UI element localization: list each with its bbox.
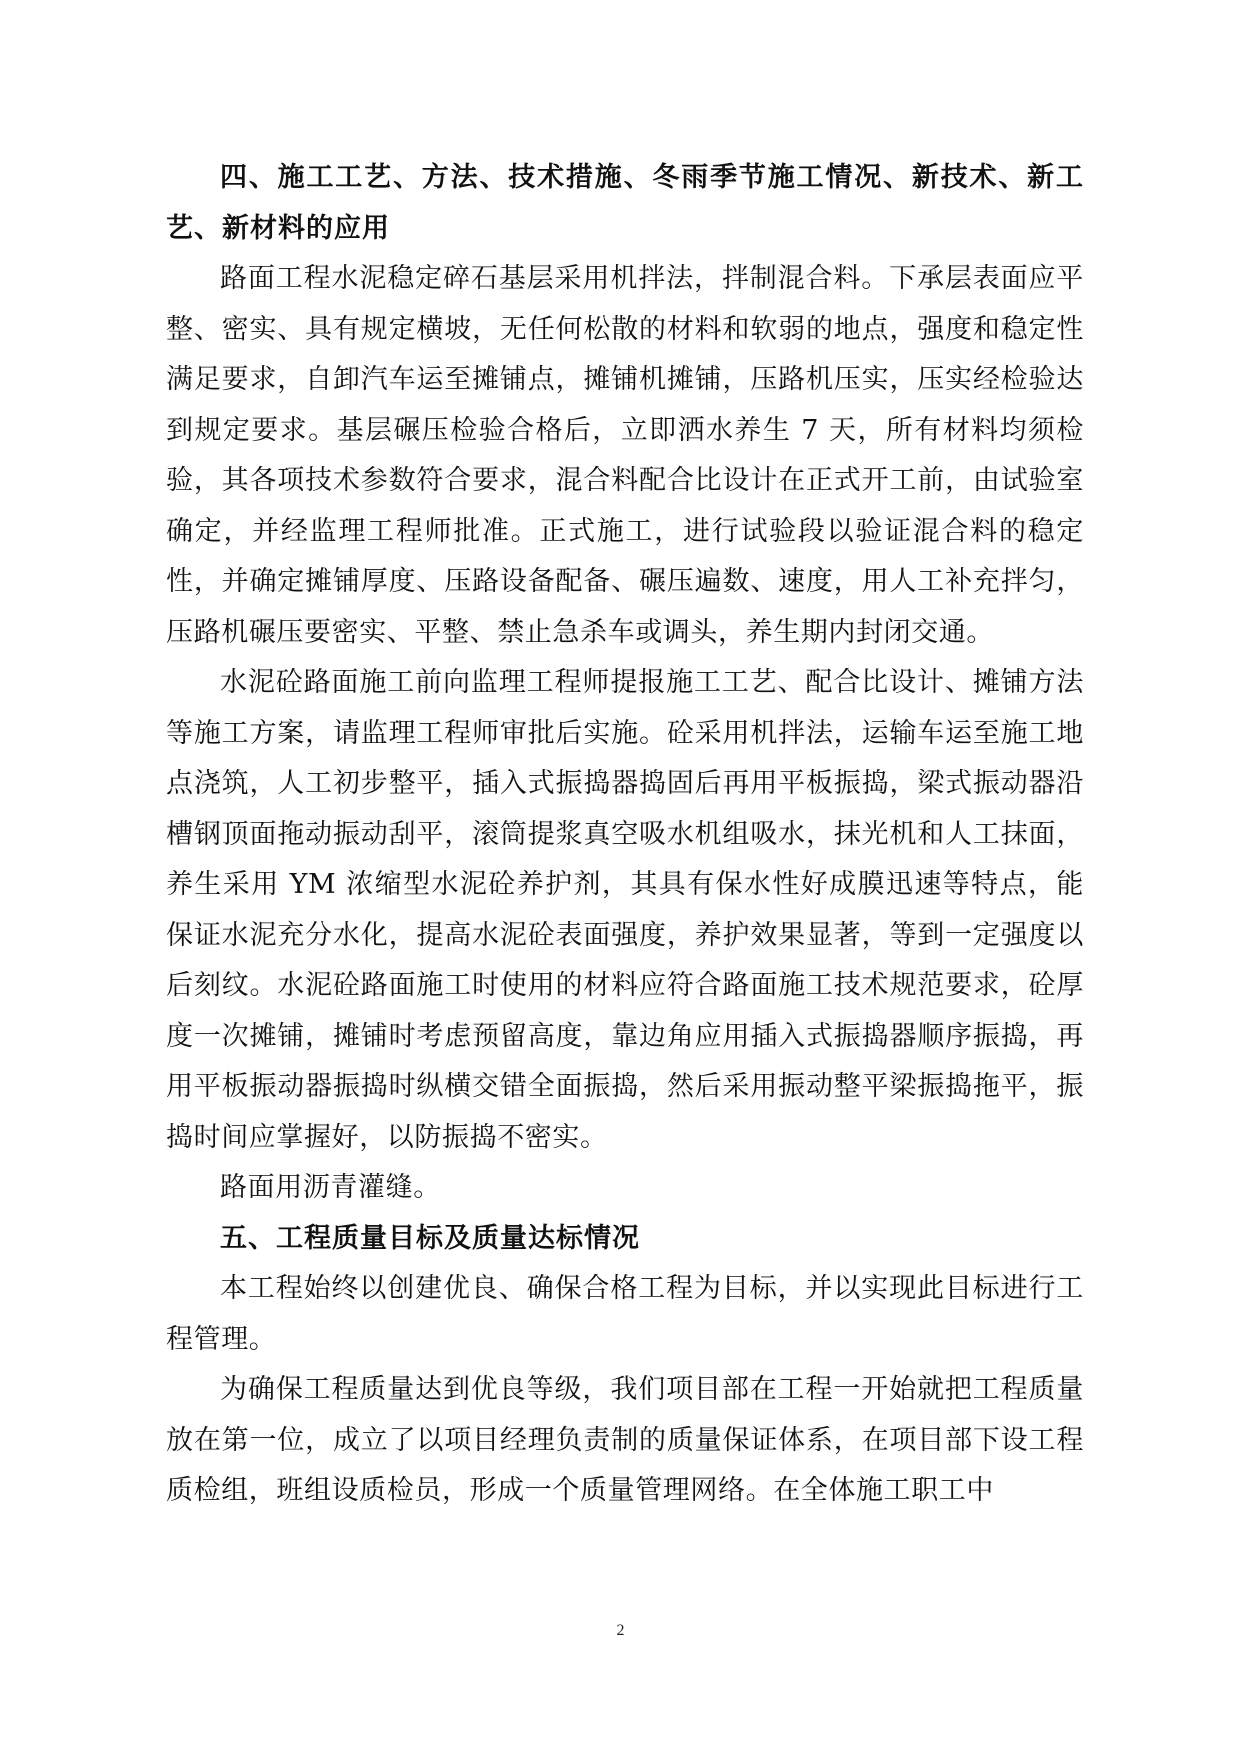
section-heading-5: 五、工程质量目标及质量达标情况 — [220, 1222, 640, 1254]
paragraph-asphalt-sealing: 路面用沥青灌缝。 — [220, 1172, 441, 1203]
paragraph-quality-goal: 本工程始终以创建优良、确保合格工程为目标，并以实现此目标进行工程管理。 — [166, 1273, 1084, 1355]
paragraph-concrete-pavement: 水泥砼路面施工前向监理工程师提报施工工艺、配合比设计、摊铺方法等施工方案，请监理工程师审批后实施。砼采用机拌法，运输车运至施工地点浇筑，人工初步整平，插入式振捣器捣固后再用平板振捣，梁式振动器沿槽钢顶面拖动振动刮平，滚筒提浆真空吸水机组吸水，抹光机和人工抹面，养生采用 YM 浓缩型水泥砼养护剂，其具有保水性好成膜迅速等特点，能保证水泥充分水化，提高水泥砼表面强度，养护效果显著，等到一定强度以后刻纹。水泥砼路面施工时使用的材料应符合路面施工技术规范要求，砼厚度一次摊铺，摊铺时考虑预留高度，靠边角应用插入式振捣器顺序振捣，再用平板振动器振捣时纵横交错全面振捣，然后采用振动整平梁振捣拖平，振捣时间应掌握好，以防振捣不密实。 — [166, 667, 1084, 1153]
page-number: 2 — [616, 1622, 625, 1639]
document-body — [166, 153, 1084, 1517]
section-heading-4: 四、施工工艺、方法、技术措施、冬雨季节施工情况、新技术、新工艺、新材料的应用 — [166, 162, 1084, 244]
paragraph-pavement-base: 路面工程水泥稳定碎石基层采用机拌法，拌制混合料。下承层表面应平整、密实、具有规定横坡，无任何松散的材料和软弱的地点，强度和稳定性满足要求，自卸汽车运至摊铺点，摊铺机摊铺，压路机压实，压实经检验达到规定要求。基层碾压检验合格后，立即洒水养生 7 天，所有材料均须检验，其各项技术参数符合要求，混合料配合比设计在正式开工前，由试验室确定，并经监理工程师批准。正式施工，进行试验段以验证混合料的稳定性，并确定摊铺厚度、压路设备配备、碾压遍数、速度，用人工补充拌匀，压路机碾压要密实、平整、禁止急杀车或调头，养生期内封闭交通。 — [166, 263, 1084, 648]
paragraph-quality-system: 为确保工程质量达到优良等级，我们项目部在工程一开始就把工程质量放在第一位，成立了以项目经理负责制的质量保证体系，在项目部下设工程质检组，班组设质检员，形成一个质量管理网络。在全体施工职工中 — [166, 1374, 1084, 1506]
